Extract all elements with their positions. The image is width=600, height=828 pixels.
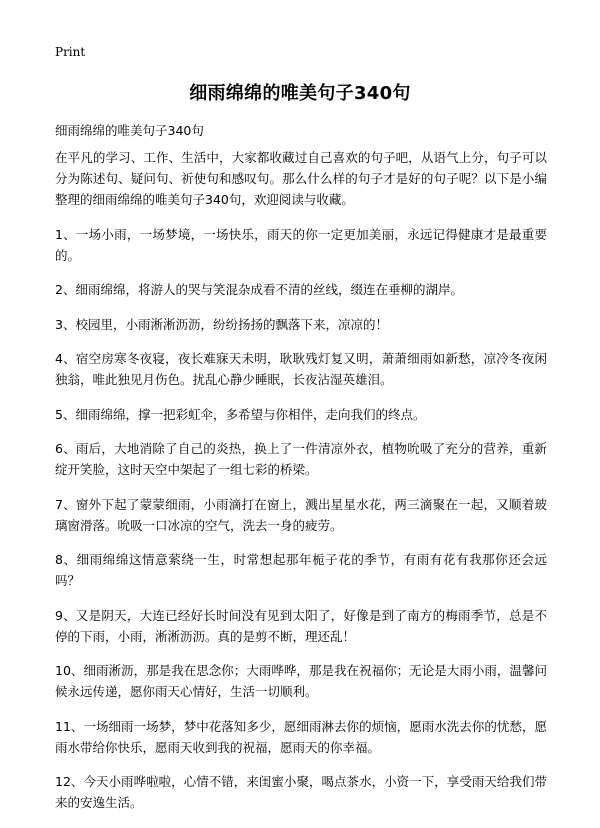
list-item: 11、一场细雨一场梦，梦中花落知多少，愿细雨淋去你的烦恼，愿雨水洗去你的忧愁，愿雨水带给你快乐，愿雨天收到我的祝福，愿雨天的你幸福。 (55, 718, 547, 755)
intro-paragraph: 在平凡的学习、工作、生活中，大家都收藏过自己喜欢的句子吧，从语气上分，句子可以分为陈述句、疑问句、祈使句和感叹句。那么什么样的句子才是好的句子呢？以下是小编整理的细雨绵绵的唯美句子340句，欢迎阅读与收藏。 (55, 150, 547, 207)
list-item: 5、细雨绵绵，撑一把彩虹伞，多希望与你相伴，走向我们的终点。 (55, 406, 426, 422)
list-item: 1、一场小雨，一场梦境，一场快乐，雨天的你一定更加美丽，永远记得健康才是最重要的。 (55, 226, 547, 263)
subtitle: 细雨绵绵的唯美句子340句 (55, 123, 204, 138)
list-item: 3、校园里，小雨淅淅沥沥，纷纷扬扬的飘落下来，凉凉的！ (55, 316, 388, 332)
list-item: 4、宿空房寒冬夜寝，夜长难寐天未明，耿耿残灯复又明，萧萧细雨如新愁，凉冷冬夜闲独翁，唯此独见月伤色。扰乱心静少睡眠，长夜沾湿英雄泪。 (55, 351, 547, 387)
print-link[interactable]: Print (55, 45, 86, 59)
list-item: 6、雨后，大地消除了自己的炎热，换上了一件清凉外衣，植物吮吸了充分的营养，重新绽开笑脸，这时天空中架起了一组七彩的桥梁。 (55, 441, 547, 477)
list-item: 2、细雨绵绵，将游人的哭与笑混杂成看不清的丝线，缀连在垂柳的湖岸。 (55, 282, 463, 297)
list-item: 9、又是阴天，大连已经好长时间没有见到太阳了，好像是到了南方的梅雨季节，总是不停的下雨，小雨，淅淅沥沥。真的是剪不断，理还乱！ (55, 607, 547, 644)
page-title: 细雨绵绵的唯美句子340句 (189, 83, 411, 104)
list-item: 12、今天小雨哗啦啦，心情不错，来闺蜜小聚，喝点茶水，小资一下，享受雨天给我们带来的安逸生活。 (55, 774, 547, 810)
list-item: 7、窗外下起了蒙蒙细雨，小雨滴打在窗上，溅出星星水花，两三滴聚在一起，又顺着玻璃窗滑落。吮吸一口冰凉的空气，洗去一身的疲劳。 (55, 496, 547, 533)
article-body (55, 147, 547, 827)
list-item: 10、细雨淅沥，那是我在思念你；大雨哗哗，那是我在祝福你；无论是大雨小雨，温馨问候永远传递，愿你雨天心情好，生活一切顺利。 (55, 663, 547, 699)
list-item: 8、细雨绵绵这情意萦绕一生，时常想起那年栀子花的季节，有雨有花有我那你还会远吗？ (55, 552, 547, 588)
